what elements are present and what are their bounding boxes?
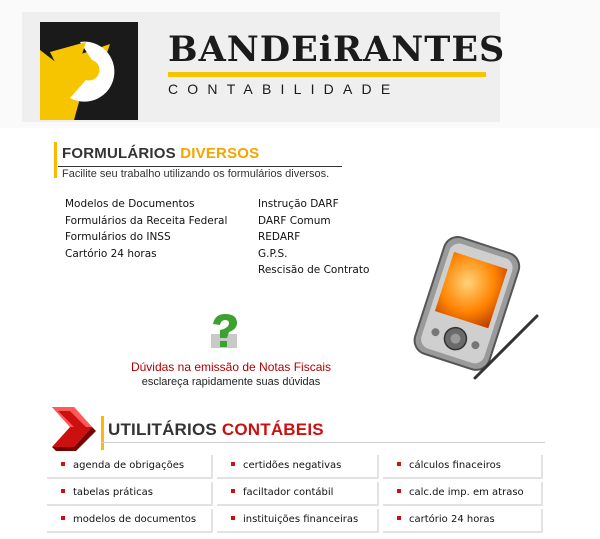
section-accent-bar — [54, 142, 57, 178]
form-link[interactable]: Cartório 24 horas — [65, 247, 157, 260]
util-label: certidões negativas — [243, 460, 342, 471]
section-divider — [101, 442, 545, 443]
notas-fiscais-link[interactable]: Dúvidas na emissão de Notas Fiscais — [130, 360, 332, 374]
util-label: tabelas práticas — [73, 487, 153, 498]
util-link[interactable] — [383, 455, 543, 479]
forms-list-left — [65, 196, 227, 262]
util-link[interactable] — [217, 455, 379, 479]
section-title-utilitarios — [108, 420, 324, 440]
section-title-accent: CONTÁBEIS — [221, 420, 324, 439]
brand-underline — [168, 72, 486, 77]
util-link[interactable] — [217, 482, 379, 506]
section-description: Facilite seu trabalho utilizando os formulários diversos. — [62, 168, 330, 180]
util-label: calc.de imp. em atraso — [409, 487, 524, 498]
util-label: cartório 24 horas — [409, 514, 495, 525]
bullet-icon — [397, 462, 401, 466]
form-link[interactable]: Modelos de Documentos — [65, 198, 195, 210]
bullet-icon — [397, 516, 401, 520]
form-link[interactable]: Rescisão de Contrato — [258, 264, 370, 276]
bullet-icon — [231, 462, 235, 466]
util-label: cálculos finaceiros — [409, 460, 501, 471]
form-link[interactable]: REDARF — [258, 231, 301, 243]
form-link[interactable]: G.P.S. — [258, 247, 288, 260]
section-accent-bar — [101, 416, 104, 450]
form-link[interactable]: Formulários do INSS — [65, 231, 171, 243]
form-link[interactable]: Instrução DARF — [258, 198, 339, 210]
notas-fiscais-subtitle: esclareça rapidamente suas dúvidas — [141, 376, 321, 388]
util-label: instituições financeiras — [243, 514, 359, 525]
bullet-icon — [231, 489, 235, 493]
section-title-main: FORMULÁRIOS — [62, 145, 176, 162]
section-title-formularios — [62, 145, 259, 162]
util-link[interactable] — [47, 482, 213, 506]
util-label: modelos de documentos — [73, 514, 197, 525]
brand — [168, 29, 506, 97]
section-title-accent: DIVERSOS — [180, 145, 260, 162]
bullet-icon — [397, 489, 401, 493]
question-mark-icon[interactable] — [205, 312, 243, 352]
bullet-icon — [61, 462, 65, 466]
util-link[interactable] — [47, 509, 213, 533]
bullet-icon — [231, 516, 235, 520]
section-title-main: UTILITÁRIOS — [108, 420, 217, 439]
util-link[interactable] — [383, 509, 543, 533]
section-divider — [58, 166, 342, 167]
bullet-icon — [61, 489, 65, 493]
bandeirantes-logo-icon[interactable] — [40, 22, 138, 120]
red-arrow-icon — [48, 397, 100, 453]
util-link[interactable] — [217, 509, 379, 533]
util-link[interactable] — [383, 482, 543, 506]
form-link[interactable]: Formulários da Receita Federal — [65, 214, 228, 227]
util-label: agenda de obrigações — [73, 460, 185, 471]
util-label: faciltador contábil — [243, 487, 334, 498]
brand-name: BANDEiRANTES — [168, 29, 506, 70]
brand-subtitle: CONTABILIDADE — [168, 81, 400, 97]
util-link[interactable] — [47, 455, 213, 479]
form-link[interactable]: DARF Comum — [258, 214, 331, 227]
bullet-icon — [61, 516, 65, 520]
forms-list-right — [258, 196, 369, 279]
